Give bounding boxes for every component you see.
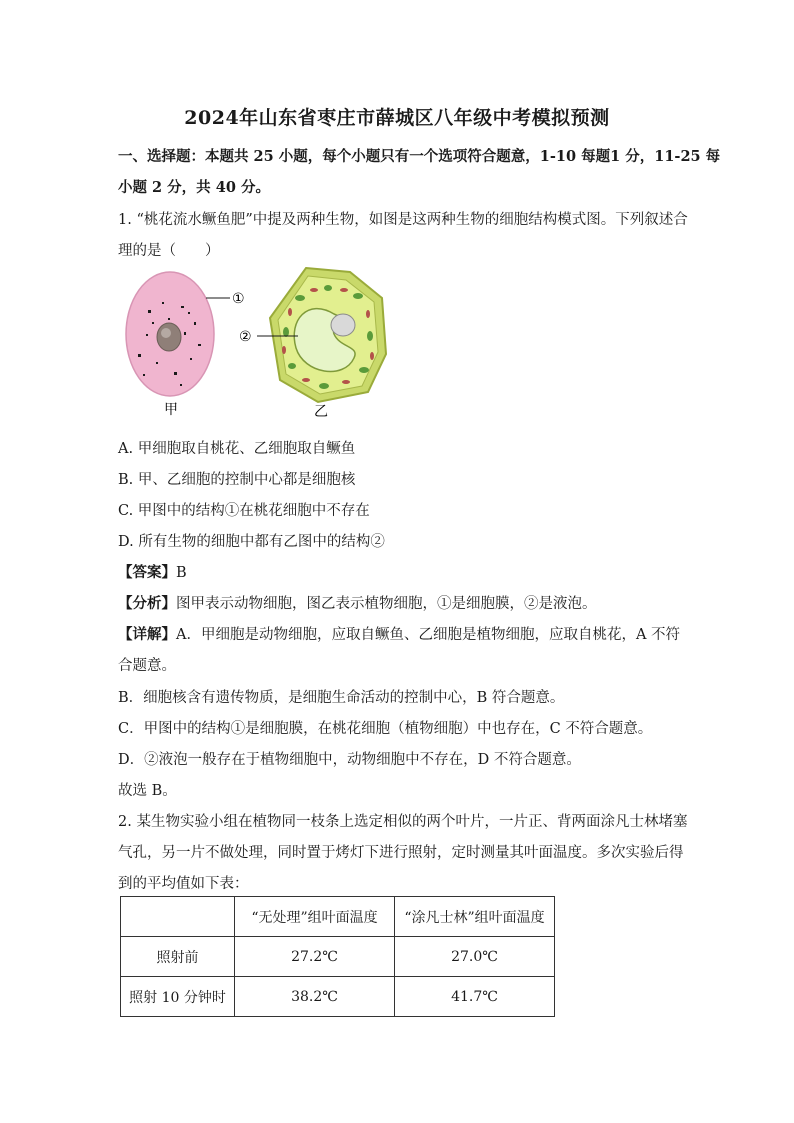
q1-detail-d: D．②液泡一般存在于植物细胞中，动物细胞中不存在，D 不符合题意。 — [118, 752, 581, 768]
q1-conclusion: 故选 B。 — [118, 783, 177, 799]
table-cell: 照射前 — [121, 937, 235, 977]
detail-a-text: A．甲细胞是动物细胞，应取自鳜鱼、乙细胞是植物细胞，应取自桃花，A 不符 — [176, 627, 681, 643]
table-cell: 27.2℃ — [235, 937, 395, 977]
animal-cell-nucleolus — [161, 328, 171, 338]
section-heading-line2: 小题 2 分，共 40 分。 — [118, 179, 270, 196]
q1-option-b: B. 甲、乙细胞的控制中心都是细胞核 — [118, 472, 356, 488]
label-jia: 甲 — [164, 402, 178, 418]
table-cell: 41.7℃ — [395, 977, 555, 1017]
table-row — [121, 977, 555, 1017]
q1-option-a: A. 甲细胞取自桃花、乙细胞取自鳜鱼 — [118, 441, 356, 457]
marker-2: ② — [239, 329, 252, 345]
table-cell: 27.0℃ — [395, 937, 555, 977]
label-yi: 乙 — [314, 404, 328, 420]
cell-structure-figure — [118, 262, 398, 422]
plant-cell-nucleus — [331, 314, 355, 336]
q1-detail-line1 — [118, 623, 680, 644]
analysis-text: 图甲表示动物细胞，图乙表示植物细胞，①是细胞膜，②是液泡。 — [176, 596, 597, 612]
marker-1: ① — [232, 291, 245, 307]
q2-stem-line1: 2. 某生物实验小组在植物同一枝条上选定相似的两个叶片，一片正、背两面涂凡士林堵塞 — [118, 814, 688, 830]
q2-stem-line3: 到的平均值如下表： — [118, 876, 249, 892]
temperature-table — [120, 896, 555, 1017]
section-heading-line1: 一、选择题：本题共 25 小题，每个小题只有一个选项符合题意，1-10 每题1 分，11-25 每 — [118, 148, 721, 165]
table-cell: 照射 10 分钟时 — [121, 977, 235, 1017]
page-title: 2024年山东省枣庄市薛城区八年级中考模拟预测 — [184, 107, 610, 129]
analysis-tag: 【分析】 — [118, 595, 176, 612]
table-cell: 38.2℃ — [235, 977, 395, 1017]
detail-tag: 【详解】 — [118, 626, 176, 643]
table-header-row — [121, 897, 555, 937]
q1-answer — [118, 561, 187, 582]
table-header-cell — [121, 897, 235, 937]
q1-option-d: D. 所有生物的细胞中都有乙图中的结构② — [118, 534, 385, 550]
table-row — [121, 937, 555, 977]
q1-stem-line1: 1. “桃花流水鳜鱼肥”中提及两种生物，如图是这两种生物的细胞结构模式图。下列叙述合 — [118, 212, 688, 228]
q1-detail-line2: 合题意。 — [118, 658, 176, 674]
q2-stem-line2: 气孔，另一片不做处理，同时置于烤灯下进行照射，定时测量其叶面温度。多次实验后得 — [118, 845, 684, 861]
answer-value: B — [176, 565, 187, 581]
q1-stem-line2: 理的是（ ） — [118, 243, 220, 259]
table-header-cell: “涂凡士林”组叶面温度 — [395, 897, 555, 937]
q1-analysis — [118, 592, 597, 613]
q1-detail-c: C．甲图中的结构①是细胞膜，在桃花细胞（植物细胞）中也存在，C 不符合题意。 — [118, 721, 653, 737]
answer-tag: 【答案】 — [118, 564, 176, 581]
table-header-cell: “无处理”组叶面温度 — [235, 897, 395, 937]
q1-detail-b: B．细胞核含有遗传物质，是细胞生命活动的控制中心，B 符合题意。 — [118, 690, 565, 706]
q1-option-c: C. 甲图中的结构①在桃花细胞中不存在 — [118, 503, 370, 519]
